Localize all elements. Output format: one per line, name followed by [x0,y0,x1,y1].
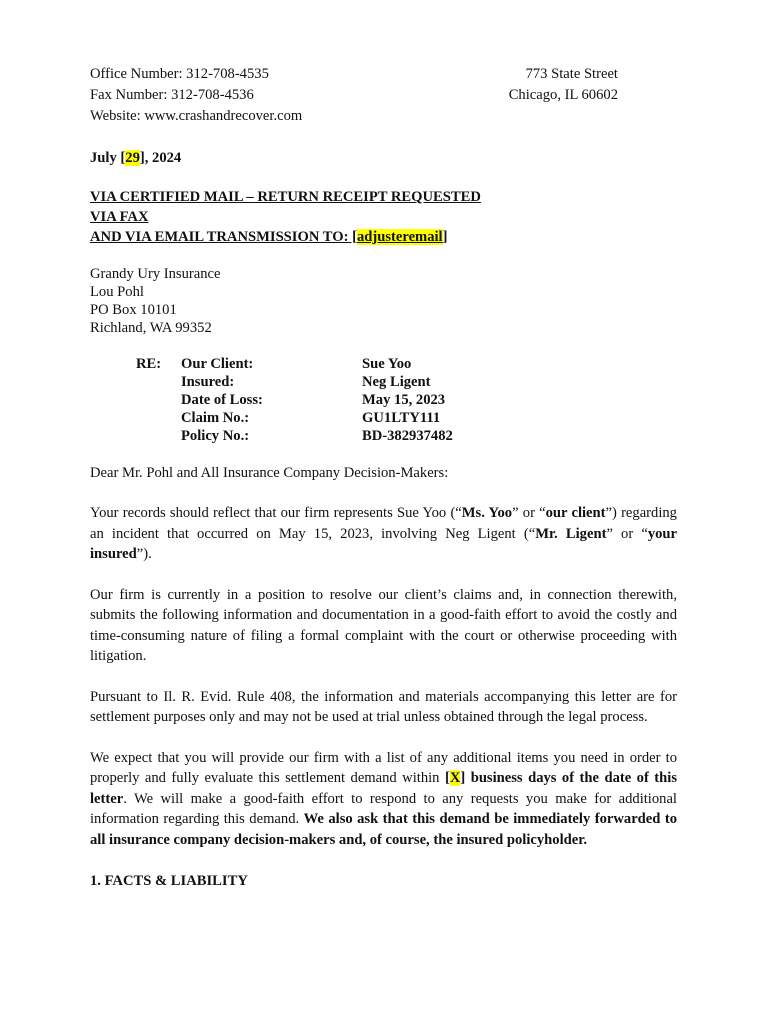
re-block [90,355,677,445]
date-year: ], 2024 [139,150,182,166]
paragraph-representation: Your records should reflect that our firm represents Sue Yoo (“Ms. Yoo” or “our client”) regarding an incident that occurred on May 15, 2023, involving Neg Ligent (“Mr. Ligent” or “your insured”). [90,505,677,562]
paragraph-request: We expect that you will provide our firm with a list of any additional items you need in order to properly and fully evaluate this settlement demand within [X] business days of the date of this letter. We will make a good-faith effort to respond to any requests you make for additional information regarding this demand. We also ask that this demand be immediately forwarded to all insurance company decision-makers and, of course, the insured policyholder. [90,749,678,848]
date-month: July [ [90,150,126,166]
street-address: 773 State Street [525,66,618,82]
date-day-field: 29 [125,150,140,166]
delivery-method [90,187,677,247]
re-value: Sue Yoo [362,356,412,372]
delivery-line-3-text: AND VIA EMAIL TRANSMISSION TO: [ [90,229,357,245]
recipient-city: Richland, WA 99352 [90,320,212,336]
adjuster-email-field: adjusteremail [356,229,443,245]
paragraph-rule-408: Pursuant to Il. R. Evid. Rule 408, the information and materials accompanying this letter are for settlement purposes only and may not be used at trial unless obtained through the legal process. [90,688,677,725]
recipient-company: Grandy Ury Insurance [90,266,221,282]
re-key: Date of Loss: [181,392,263,408]
salutation: Dear Mr. Pohl and All Insurance Company Decision-Makers: [90,465,449,481]
re-value: May 15, 2023 [362,392,446,408]
re-value: Neg Ligent [362,374,431,390]
recipient-name: Lou Pohl [90,284,144,300]
firm-contact [90,64,302,127]
office-number: Office Number: 312-708-4535 [90,66,269,82]
letter-page [90,64,677,891]
letter-date [90,148,677,169]
delivery-line-2: VIA FAX [90,209,149,225]
re-key: Claim No.: [181,410,250,426]
paragraph-resolution: Our firm is currently in a position to resolve our client’s claims and, in connection therewith, submits the following information and documentation in a good-faith effort to avoid the costly and time-consuming nature of filing a formal complaint with the court or otherwise proceeding with litigation. [90,586,677,664]
recipient-pobox: PO Box 10101 [90,302,177,318]
re-value: GU1LTY111 [362,410,441,426]
website: Website: www.crashandrecover.com [90,108,303,124]
firm-address [418,64,618,127]
re-key: Policy No.: [181,428,250,444]
delivery-line-1: VIA CERTIFIED MAIL – RETURN RECEIPT REQUESTED [90,189,481,205]
re-value: BD-382937482 [362,428,453,444]
delivery-line-3-close: ] [442,229,448,245]
re-key: Our Client: [181,356,254,372]
letterhead [90,64,677,127]
fax-number: Fax Number: 312-708-4536 [90,87,254,103]
recipient-address [90,265,677,337]
delivery-line-3 [90,227,677,247]
re-key: Insured: [181,374,235,390]
re-label: RE: [136,356,162,372]
section-heading: 1. FACTS & LIABILITY [90,873,248,889]
city-state-zip: Chicago, IL 60602 [508,87,618,103]
business-days-field: X [449,770,461,786]
